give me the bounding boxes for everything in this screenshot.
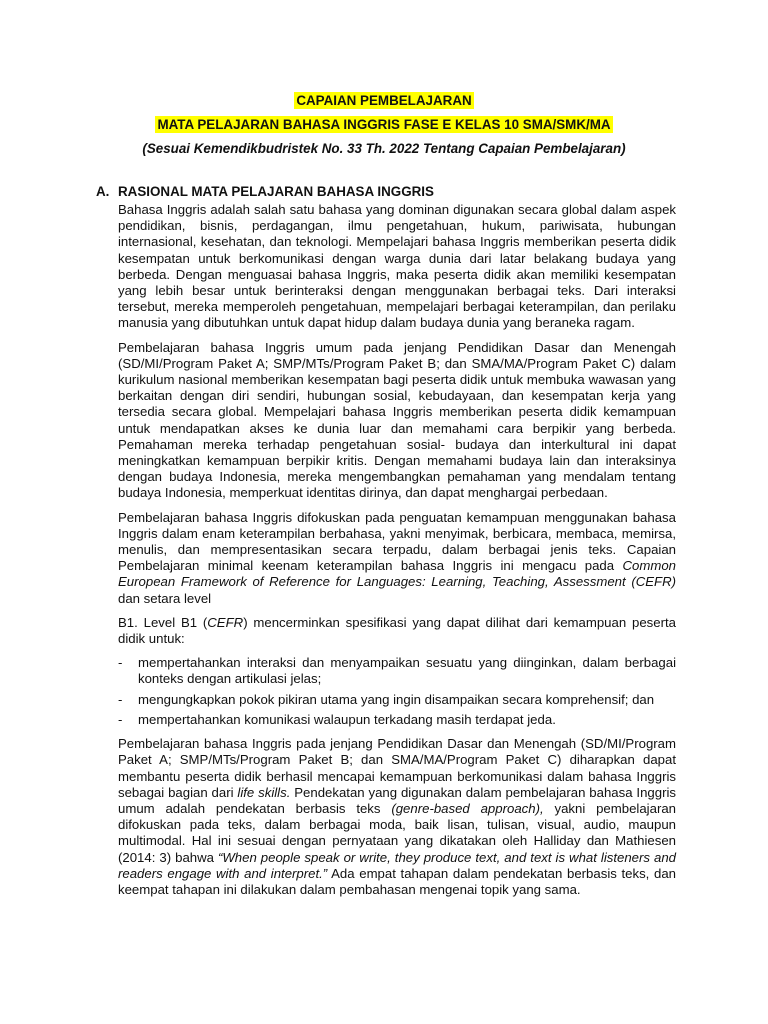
paragraph-4-text: B1. Level B1 ( — [118, 614, 208, 630]
bullet-dash: - — [118, 711, 123, 727]
list-item-text: mempertahankan interaksi dan menyampaikan sesuatu yang diinginkan, dalam berbagai konteks dengan artikulasi jelas; — [138, 655, 676, 687]
paragraph-5-quote: “When people speak or write, they produce text, and text is what listeners and readers engage with and interpret.” — [118, 849, 676, 881]
paragraph-4-cefr: CEFR — [207, 614, 244, 630]
paragraph-4 — [118, 615, 676, 647]
title-block — [0, 92, 768, 157]
paragraph-5-genre-based: (genre-based approach), — [391, 800, 544, 816]
paragraph-5-text-2: Pendekatan yang digunakan dalam pembelajaran bahasa Inggris umum adalah pendekatan berbasis teks — [118, 784, 676, 816]
list-item — [118, 655, 676, 687]
list-item-text: mengungkapkan pokok pikiran utama yang ingin disampaikan secara komprehensif; dan — [138, 691, 655, 707]
paragraph-5-text-4: Ada empat tahapan dalam pendekatan berbasis teks, dan keempat tahapan ini dilakukan dalam pembahasan mengenai topik yang sama. — [118, 865, 676, 897]
list-item — [118, 712, 676, 728]
paragraph-3-tail: dan setara level — [118, 590, 212, 606]
paragraph-4-tail: ) mencerminkan spesifikasi yang dapat dilihat dari kemampuan peserta didik untuk: — [118, 614, 676, 647]
document-reference: (Sesuai Kemendikbudristek No. 33 Th. 2022 Tentang Capaian Pembelajaran) — [142, 141, 626, 156]
list-item — [118, 692, 676, 708]
paragraph-5-text: Pembelajaran bahasa Inggris pada jenjang Pendidikan Dasar dan Menengah (SD/MI/Program Paket A; SMP/MTs/Program Paket B; dan SMA/MA/Program Paket C) diharapkan dapat membantu peserta didik berhasil mencapai kemampuan berkomunikasi dalam bahasa Inggris sebagai bagian dari — [118, 736, 676, 800]
paragraph-3-cefr-title: Common European Framework of Reference for Languages: Learning, Teaching, Assessment (CEFR) — [118, 558, 676, 590]
bullet-list — [118, 655, 676, 728]
section-title: RASIONAL MATA PELAJARAN BAHASA INGGRIS — [118, 184, 434, 199]
bullet-dash: - — [118, 655, 123, 671]
section-letter: A. — [96, 184, 110, 199]
paragraph-1: Bahasa Inggris adalah salah satu bahasa yang dominan digunakan secara global dalam aspek pendidikan, bisnis, perdagangan, ilmu pengetahuan, hukum, pariwisata, hubungan internasional, kesehatan, dan teknologi. Mempelajari bahasa Inggris memberikan peserta didik kesempatan untuk berkomunikasi dengan warga dunia dari latar belakang budaya yang berbeda. Dengan menguasai bahasa Inggris, maka peserta didik akan memiliki kesempatan yang lebih besar untuk berinteraksi dengan menggunakan berbagai teks. Dari interaksi tersebut, mereka memperoleh pengetahuan, mempelajari berbagai keterampilan, dan perilaku manusia yang dibutuhkan untuk dapat hidup dalam budaya dunia yang beraneka ragam. — [118, 202, 676, 331]
bullet-dash: - — [118, 691, 123, 707]
paragraph-5 — [118, 736, 676, 898]
paragraph-3-text: Pembelajaran bahasa Inggris difokuskan pada penguatan kemampuan menggunakan bahasa Inggris dalam enam keterampilan berbahasa, yakni menyimak, berbicara, membaca, memirsa, menulis, dan mempresentasikan secara terpadu, dalam berbagai jenis teks. Capaian Pembelajaran minimal keenam keterampilan bahasa Inggris ini mengacu pada — [118, 509, 676, 574]
list-item-text: mempertahankan komunikasi walaupun terkadang masih terdapat jeda. — [138, 711, 556, 727]
paragraph-5-life-skills: life skills. — [237, 784, 291, 800]
section-body — [118, 202, 676, 898]
paragraph-3 — [118, 510, 676, 607]
paragraph-2: Pembelajaran bahasa Inggris umum pada jenjang Pendidikan Dasar dan Menengah (SD/MI/Program Paket A; SMP/MTs/Program Paket B; dan SMA/MA/Program Paket C) dalam kurikulum nasional memberikan kesempatan bagi peserta didik untuk membuka wawasan yang berkaitan dengan diri sendiri, hubungan sosial, kebudayaan, dan kesempatan kerja yang tersedia secara global. Mempelajari bahasa Inggris memberikan peserta didik kemampuan untuk mendapatkan akses ke dunia luar dan memahami cara berpikir yang berbeda. Pemahaman mereka terhadap pengetahuan sosial- budaya dan interkultural ini dapat meningkatkan kemampuan berpikir kritis. Dengan memahami budaya lain dan interaksinya dengan budaya Indonesia, mereka mengembangkan pemahaman yang mendalam tentang budaya Indonesia, memperkuat identitas dirinya, dan dapat menghargai perbedaan. — [118, 339, 676, 501]
document-title: CAPAIAN PEMBELAJARAN — [296, 93, 472, 108]
document-subtitle: MATA PELAJARAN BAHASA INGGRIS FASE E KELAS 10 SMA/SMK/MA — [157, 117, 611, 132]
paragraph-5-text-3: yakni pembelajaran difokuskan pada teks, dalam berbagai moda, baik lisan, tulisan, visual, audio, maupun multimodal. Hal ini sesuai dengan pernyataan yang dikatakan oleh Halliday dan Mathiesen (2014: 3) bahwa — [118, 800, 677, 865]
section-heading — [96, 183, 768, 200]
